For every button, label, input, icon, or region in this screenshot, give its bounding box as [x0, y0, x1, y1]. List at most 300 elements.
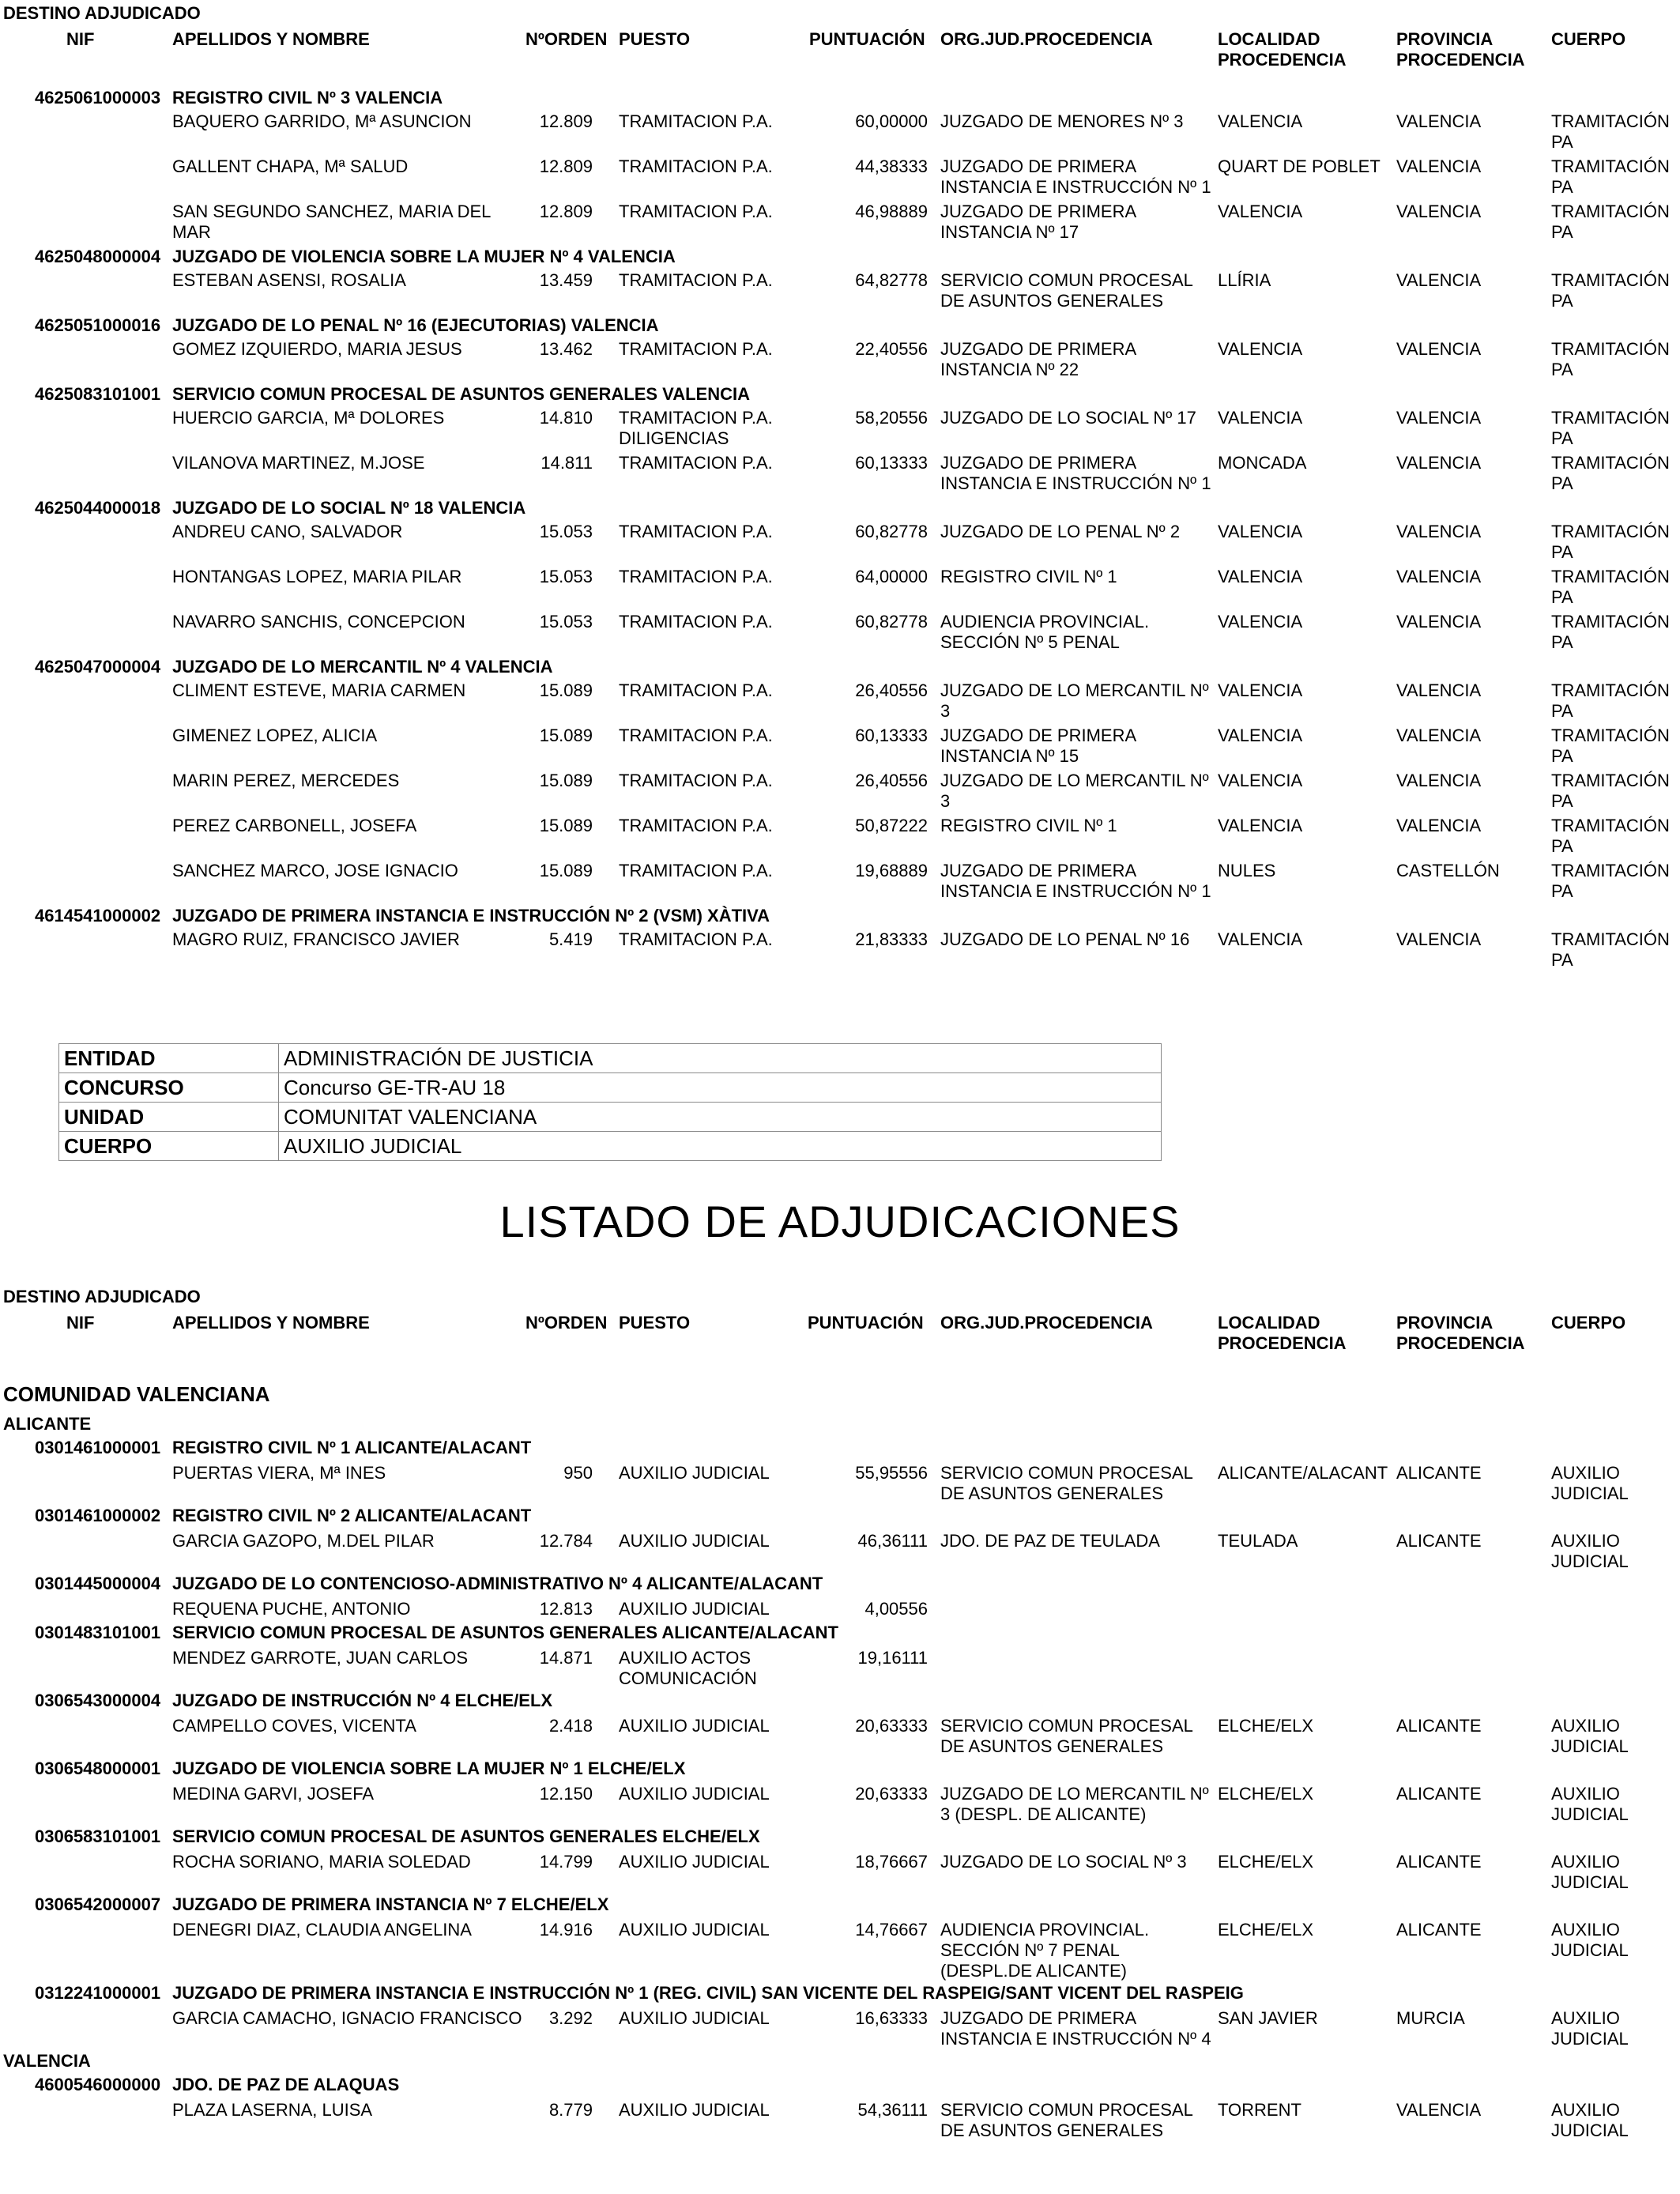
- cuerpo-cell-line: JUDICIAL: [1551, 2029, 1629, 2049]
- cuerpo-cell: [1551, 1852, 1629, 1893]
- puntuacion-cell: 21,83333: [855, 929, 928, 949]
- org-procedencia-cell-line: JUZGADO DE LO PENAL Nº 2: [940, 522, 1181, 541]
- org-procedencia-cell-line: JUZGADO DE MENORES Nº 3: [940, 111, 1184, 131]
- nombre-cell-line: MAGRO RUIZ, FRANCISCO JAVIER: [172, 929, 460, 949]
- org-procedencia-cell-line: SECCIÓN Nº 7 PENAL: [940, 1940, 1120, 1960]
- cuerpo-cell: [1551, 612, 1670, 653]
- puntuacion-cell: 55,95556: [855, 1463, 928, 1483]
- header-org-2: ORG.JUD.PROCEDENCIA: [940, 1313, 1153, 1333]
- cuerpo-cell: [1551, 771, 1670, 812]
- nombre-cell-line: VILANOVA MARTINEZ, M.JOSE: [172, 453, 425, 473]
- puesto-cell-line: DILIGENCIAS: [619, 428, 729, 448]
- cuerpo-cell: [1551, 408, 1670, 449]
- org-procedencia-cell-line: JUZGADO DE LO MERCANTIL Nº: [940, 680, 1209, 700]
- org-procedencia-cell-line: JUZGADO DE LO PENAL Nº 16: [940, 929, 1190, 949]
- provincia-cell: ALICANTE: [1396, 1852, 1482, 1872]
- puesto-cell: [619, 1531, 770, 1551]
- puesto-cell-line: TRAMITACION P.A.: [619, 156, 773, 176]
- province-label: ALICANTE: [3, 1414, 92, 1434]
- meta-value: Concurso GE-TR-AU 18: [279, 1073, 1162, 1103]
- localidad-cell: VALENCIA: [1218, 929, 1303, 949]
- cuerpo-cell-line: AUXILIO: [1551, 1531, 1620, 1551]
- provincia-cell: VALENCIA: [1396, 929, 1482, 949]
- localidad-cell: VALENCIA: [1218, 522, 1303, 541]
- cuerpo-cell-line: PA: [1551, 222, 1573, 242]
- cuerpo-cell: [1551, 2008, 1629, 2049]
- nombre-cell: [172, 1920, 472, 1940]
- puntuacion-cell: 22,40556: [855, 339, 928, 359]
- provincia-cell: VALENCIA: [1396, 567, 1482, 586]
- header-nif: NIF: [66, 29, 95, 49]
- nombre-cell-line: DENEGRI DIAZ, CLAUDIA ANGELINA: [172, 1920, 472, 1940]
- puesto-cell: [619, 612, 773, 632]
- nombre-cell-line: ANDREU CANO, SALVADOR: [172, 522, 403, 541]
- puntuacion-cell: 46,98889: [855, 202, 928, 221]
- orden-cell: 12.809: [539, 156, 593, 176]
- org-procedencia-cell-line: SERVICIO COMUN PROCESAL: [940, 1463, 1193, 1483]
- puesto-cell: [619, 726, 773, 746]
- provincia-cell: VALENCIA: [1396, 408, 1482, 428]
- puntuacion-cell: 14,76667: [855, 1920, 928, 1940]
- nombre-cell: [172, 1716, 416, 1736]
- cuerpo-cell-line: AUXILIO: [1551, 1463, 1620, 1483]
- cuerpo-cell: [1551, 726, 1670, 767]
- org-procedencia-cell-line: JUZGADO DE LO MERCANTIL Nº: [940, 771, 1209, 790]
- org-procedencia-cell-line: INSTANCIA Nº 22: [940, 360, 1079, 379]
- meta-key: CONCURSO: [59, 1073, 279, 1103]
- nombre-cell: [172, 771, 399, 791]
- orden-cell: 12.809: [539, 202, 593, 221]
- cuerpo-cell-line: JUDICIAL: [1551, 1872, 1629, 1892]
- header-puntuacion-2: PUNTUACIÓN: [808, 1313, 924, 1333]
- puesto-cell-line: TRAMITACION P.A.: [619, 861, 773, 880]
- cuerpo-cell: [1551, 111, 1670, 153]
- puesto-cell-line: TRAMITACION P.A.: [619, 111, 773, 131]
- puntuacion-cell: 58,20556: [855, 408, 928, 428]
- cuerpo-cell-line: AUXILIO: [1551, 1920, 1620, 1940]
- org-procedencia-cell: [940, 522, 1180, 542]
- puntuacion-cell: 18,76667: [855, 1852, 928, 1872]
- localidad-cell: LLÍRIA: [1218, 270, 1271, 290]
- cuerpo-cell-line: JUDICIAL: [1551, 2120, 1629, 2140]
- header-nombre-2: APELLIDOS Y NOMBRE: [172, 1313, 370, 1333]
- nombre-cell-line: CAMPELLO COVES, VICENTA: [172, 1716, 416, 1736]
- nombre-cell-line: SAN SEGUNDO SANCHEZ, MARIA DEL: [172, 202, 492, 221]
- puesto-cell: [619, 270, 773, 291]
- nombre-cell-line: PEREZ CARBONELL, JOSEFA: [172, 816, 417, 835]
- cuerpo-cell-line: TRAMITACIÓN: [1551, 522, 1670, 541]
- puesto-cell: [619, 1599, 770, 1619]
- localidad-cell: VALENCIA: [1218, 771, 1303, 790]
- org-procedencia-cell-line: INSTANCIA E INSTRUCCIÓN Nº 1: [940, 473, 1211, 493]
- nombre-cell: [172, 522, 402, 542]
- header-localidad: LOCALIDAD PROCEDENCIA: [1218, 29, 1347, 70]
- puntuacion-cell: 60,82778: [855, 522, 928, 541]
- group-nif: 4625044000018: [35, 498, 161, 518]
- orden-cell: 15.089: [539, 816, 593, 835]
- nombre-cell: [172, 339, 462, 360]
- group-nif: 4625083101001: [35, 384, 161, 404]
- nombre-cell-line: MENDEZ GARROTE, JUAN CARLOS: [172, 1648, 469, 1668]
- puesto-cell-line: AUXILIO JUDICIAL: [619, 1852, 770, 1872]
- puesto-cell-line: AUXILIO ACTOS: [619, 1648, 751, 1668]
- puesto-cell: [619, 1920, 770, 1940]
- puesto-cell-line: TRAMITACION P.A.: [619, 929, 773, 949]
- org-procedencia-cell: [940, 771, 1209, 812]
- cuerpo-cell-line: TRAMITACIÓN: [1551, 726, 1670, 745]
- orden-cell: 15.089: [539, 861, 593, 880]
- org-procedencia-cell-line: INSTANCIA E INSTRUCCIÓN Nº 4: [940, 2029, 1211, 2049]
- puesto-cell: [619, 2100, 770, 2120]
- orden-cell: 14.916: [539, 1920, 593, 1940]
- puesto-cell: [619, 816, 773, 836]
- provincia-cell: VALENCIA: [1396, 612, 1482, 631]
- provincia-cell: MURCIA: [1396, 2008, 1465, 2028]
- org-procedencia-cell: [940, 202, 1136, 243]
- org-procedencia-cell-line: DE ASUNTOS GENERALES: [940, 291, 1164, 311]
- nombre-cell-line: SANCHEZ MARCO, JOSE IGNACIO: [172, 861, 458, 880]
- org-procedencia-cell-line: JUZGADO DE PRIMERA: [940, 726, 1137, 745]
- puesto-cell-line: TRAMITACION P.A.: [619, 612, 773, 631]
- orden-cell: 12.150: [539, 1784, 593, 1804]
- org-procedencia-cell-line: AUDIENCIA PROVINCIAL.: [940, 1920, 1150, 1940]
- cuerpo-cell-line: PA: [1551, 360, 1573, 379]
- nombre-cell-line: GARCIA CAMACHO, IGNACIO FRANCISCO: [172, 2008, 522, 2028]
- cuerpo-cell-line: TRAMITACIÓN: [1551, 567, 1670, 586]
- provincia-cell: ALICANTE: [1396, 1463, 1482, 1483]
- provincia-cell: ALICANTE: [1396, 1716, 1482, 1736]
- nombre-cell: [172, 612, 465, 632]
- org-procedencia-cell: [940, 453, 1211, 494]
- orden-cell: 15.089: [539, 771, 593, 790]
- cuerpo-cell-line: PA: [1551, 632, 1573, 652]
- cuerpo-cell-line: JUDICIAL: [1551, 1483, 1629, 1503]
- puesto-cell-line: TRAMITACION P.A.: [619, 408, 773, 428]
- cuerpo-cell: [1551, 1531, 1629, 1572]
- nombre-cell: [172, 1648, 468, 1668]
- puesto-cell: [619, 156, 773, 177]
- header-nif-2: NIF: [66, 1313, 95, 1333]
- group-nif: 0306542000007: [35, 1894, 161, 1914]
- orden-cell: 14.810: [539, 408, 593, 428]
- group-nif: 4625047000004: [35, 657, 161, 677]
- nombre-cell-line: GIMENEZ LOPEZ, ALICIA: [172, 726, 378, 745]
- puesto-cell: [619, 771, 773, 791]
- org-procedencia-cell: [940, 156, 1211, 198]
- puesto-cell: [619, 929, 773, 950]
- cuerpo-cell-line: PA: [1551, 836, 1573, 856]
- nombre-cell-line: MAR: [172, 222, 211, 242]
- orden-cell: 15.089: [539, 680, 593, 700]
- group-nif: 4625051000016: [35, 315, 161, 335]
- puntuacion-cell: 20,63333: [855, 1716, 928, 1736]
- group-destination-name: JUZGADO DE LO CONTENCIOSO-ADMINISTRATIVO Nº 4 ALICANTE/ALACANT: [172, 1574, 823, 1593]
- puesto-cell: [619, 202, 773, 222]
- orden-cell: 12.813: [539, 1599, 593, 1619]
- group-destination-name: JUZGADO DE VIOLENCIA SOBRE LA MUJER Nº 4 VALENCIA: [172, 247, 676, 266]
- cuerpo-cell-line: TRAMITACIÓN: [1551, 816, 1670, 835]
- cuerpo-cell-line: PA: [1551, 791, 1573, 811]
- puntuacion-cell: 64,00000: [855, 567, 928, 586]
- localidad-cell: TORRENT: [1218, 2100, 1301, 2120]
- cuerpo-cell: [1551, 1463, 1629, 1504]
- org-procedencia-cell: [940, 929, 1189, 950]
- orden-cell: 13.462: [539, 339, 593, 359]
- nombre-cell-line: BAQUERO GARRIDO, Mª ASUNCION: [172, 111, 472, 131]
- puesto-cell-line: AUXILIO JUDICIAL: [619, 2100, 770, 2120]
- nombre-cell: [172, 1784, 374, 1804]
- nombre-cell: [172, 861, 458, 881]
- org-procedencia-cell-line: JUZGADO DE PRIMERA: [940, 2008, 1137, 2028]
- cuerpo-cell-line: TRAMITACIÓN: [1551, 202, 1670, 221]
- puesto-cell-line: AUXILIO JUDICIAL: [619, 1784, 770, 1804]
- puesto-cell-line: TRAMITACION P.A.: [619, 522, 773, 541]
- org-procedencia-cell-line: JUZGADO DE LO SOCIAL Nº 17: [940, 408, 1196, 428]
- group-nif: 0301461000001: [35, 1438, 161, 1457]
- localidad-cell: VALENCIA: [1218, 680, 1303, 700]
- nombre-cell-line: ESTEBAN ASENSI, ROSALIA: [172, 270, 406, 290]
- puesto-cell-line: AUXILIO JUDICIAL: [619, 1716, 770, 1736]
- orden-cell: 15.089: [539, 726, 593, 745]
- group-destination-name: JUZGADO DE INSTRUCCIÓN Nº 4 ELCHE/ELX: [172, 1691, 553, 1710]
- header-orden-2: NºORDEN: [525, 1313, 608, 1333]
- puesto-cell: [619, 453, 773, 473]
- nombre-cell: [172, 726, 377, 746]
- provincia-cell: VALENCIA: [1396, 453, 1482, 473]
- nombre-cell: [172, 2008, 522, 2029]
- cuerpo-cell: [1551, 1784, 1629, 1825]
- group-destination-name: REGISTRO CIVIL Nº 1 ALICANTE/ALACANT: [172, 1438, 532, 1457]
- org-procedencia-cell-line: REGISTRO CIVIL Nº 1: [940, 567, 1117, 586]
- group-destination-name: SERVICIO COMUN PROCESAL DE ASUNTOS GENERALES ELCHE/ELX: [172, 1826, 760, 1846]
- puesto-cell-line: TRAMITACION P.A.: [619, 771, 773, 790]
- puesto-cell-line: TRAMITACION P.A.: [619, 453, 773, 473]
- meta-value: COMUNITAT VALENCIANA: [279, 1103, 1162, 1132]
- puntuacion-cell: 46,36111: [857, 1531, 928, 1551]
- org-procedencia-cell-line: SERVICIO COMUN PROCESAL: [940, 270, 1193, 290]
- meta-key: ENTIDAD: [59, 1044, 279, 1073]
- org-procedencia-cell-line: JUZGADO DE PRIMERA: [940, 861, 1137, 880]
- cuerpo-cell-line: AUXILIO: [1551, 1784, 1620, 1804]
- nombre-cell-line: GOMEZ IZQUIERDO, MARIA JESUS: [172, 339, 462, 359]
- puesto-cell-line: TRAMITACION P.A.: [619, 680, 773, 700]
- nombre-cell-line: REQUENA PUCHE, ANTONIO: [172, 1599, 411, 1619]
- org-procedencia-cell-line: AUDIENCIA PROVINCIAL.: [940, 612, 1150, 631]
- provincia-cell: VALENCIA: [1396, 202, 1482, 221]
- meta-key: UNIDAD: [59, 1103, 279, 1132]
- org-procedencia-cell-line: INSTANCIA E INSTRUCCIÓN Nº 1: [940, 177, 1211, 197]
- localidad-cell: NULES: [1218, 861, 1276, 880]
- puntuacion-cell: 26,40556: [855, 680, 928, 700]
- cuerpo-cell-line: PA: [1551, 950, 1573, 970]
- org-procedencia-cell-line: 3: [940, 701, 951, 721]
- cuerpo-cell: [1551, 522, 1670, 563]
- nombre-cell: [172, 1599, 411, 1619]
- cuerpo-cell-line: JUDICIAL: [1551, 1551, 1629, 1571]
- puesto-cell: [619, 408, 773, 449]
- provincia-cell: VALENCIA: [1396, 680, 1482, 700]
- group-nif: 0306543000004: [35, 1691, 161, 1710]
- puesto-cell-line: COMUNICACIÓN: [619, 1668, 757, 1688]
- nombre-cell-line: MARIN PEREZ, MERCEDES: [172, 771, 400, 790]
- nombre-cell: [172, 567, 461, 587]
- province-label: VALENCIA: [3, 2051, 91, 2071]
- meta-value: ADMINISTRACIÓN DE JUSTICIA: [279, 1044, 1162, 1073]
- puesto-cell-line: TRAMITACION P.A.: [619, 726, 773, 745]
- org-procedencia-cell: [940, 1716, 1193, 1757]
- header-org: ORG.JUD.PROCEDENCIA: [940, 29, 1153, 49]
- header-localidad-2: LOCALIDAD PROCEDENCIA: [1218, 1313, 1347, 1353]
- group-nif: 4614541000002: [35, 906, 161, 925]
- puntuacion-cell: 20,63333: [855, 1784, 928, 1804]
- puesto-cell-line: TRAMITACION P.A.: [619, 202, 773, 221]
- cuerpo-cell: [1551, 816, 1670, 857]
- header-cuerpo: CUERPO: [1551, 29, 1626, 49]
- org-procedencia-cell: [940, 726, 1136, 767]
- org-procedencia-cell-line: REGISTRO CIVIL Nº 1: [940, 816, 1117, 835]
- puntuacion-cell: 4,00556: [864, 1599, 928, 1619]
- localidad-cell: ELCHE/ELX: [1218, 1716, 1314, 1736]
- cuerpo-cell: [1551, 567, 1670, 608]
- provincia-cell: VALENCIA: [1396, 270, 1482, 290]
- cuerpo-cell-line: PA: [1551, 291, 1573, 311]
- meta-row: [59, 1073, 1162, 1103]
- cuerpo-cell-line: JUDICIAL: [1551, 1940, 1629, 1960]
- org-procedencia-cell-line: INSTANCIA Nº 15: [940, 746, 1079, 766]
- org-procedencia-cell-line: SERVICIO COMUN PROCESAL: [940, 2100, 1193, 2120]
- nombre-cell-line: CLIMENT ESTEVE, MARIA CARMEN: [172, 680, 466, 700]
- group-nif: 4625061000003: [35, 88, 161, 107]
- org-procedencia-cell-line: DE ASUNTOS GENERALES: [940, 2120, 1164, 2140]
- org-procedencia-cell-line: DE ASUNTOS GENERALES: [940, 1483, 1164, 1503]
- localidad-cell: QUART DE POBLET: [1218, 156, 1381, 176]
- cuerpo-cell-line: TRAMITACIÓN: [1551, 929, 1670, 949]
- org-procedencia-cell: [940, 680, 1209, 722]
- localidad-cell: VALENCIA: [1218, 726, 1303, 745]
- localidad-cell: ALICANTE/ALACANT: [1218, 1463, 1388, 1483]
- org-procedencia-cell: [940, 567, 1117, 587]
- header-cuerpo-2: CUERPO: [1551, 1313, 1626, 1333]
- orden-cell: 15.053: [539, 522, 593, 541]
- localidad-cell: VALENCIA: [1218, 339, 1303, 359]
- cuerpo-cell-line: TRAMITACIÓN: [1551, 680, 1670, 700]
- provincia-cell: ALICANTE: [1396, 1784, 1482, 1804]
- org-procedencia-cell: [940, 1784, 1209, 1825]
- group-nif: 4600546000000: [35, 2075, 161, 2094]
- cuerpo-cell-line: PA: [1551, 177, 1573, 197]
- nombre-cell: [172, 816, 416, 836]
- nombre-cell-line: NAVARRO SANCHIS, CONCEPCION: [172, 612, 465, 631]
- group-nif: 0301483101001: [35, 1623, 161, 1642]
- localidad-cell: VALENCIA: [1218, 202, 1303, 221]
- cuerpo-cell-line: TRAMITACIÓN: [1551, 453, 1670, 473]
- orden-cell: 12.809: [539, 111, 593, 131]
- provincia-cell: VALENCIA: [1396, 816, 1482, 835]
- header-nombre: APELLIDOS Y NOMBRE: [172, 29, 370, 49]
- group-destination-name: JUZGADO DE PRIMERA INSTANCIA E INSTRUCCIÓN Nº 1 (REG. CIVIL) SAN VICENTE DEL RASPEIG/SANT VICENT DEL RASPEIG: [172, 1983, 1244, 2003]
- destino-adjudicado-label-2: DESTINO ADJUDICADO: [3, 1287, 201, 1306]
- group-destination-name: JUZGADO DE LO MERCANTIL Nº 4 VALENCIA: [172, 657, 553, 677]
- nombre-cell-line: GARCIA GAZOPO, M.DEL PILAR: [172, 1531, 435, 1551]
- org-procedencia-cell: [940, 1852, 1187, 1872]
- group-destination-name: SERVICIO COMUN PROCESAL DE ASUNTOS GENERALES VALENCIA: [172, 384, 750, 404]
- puesto-cell: [619, 567, 773, 587]
- cuerpo-cell: [1551, 202, 1670, 243]
- cuerpo-cell-line: TRAMITACIÓN: [1551, 339, 1670, 359]
- puntuacion-cell: 60,13333: [855, 726, 928, 745]
- cuerpo-cell: [1551, 1920, 1629, 1961]
- orden-cell: 13.459: [539, 270, 593, 290]
- org-procedencia-cell: [940, 861, 1211, 902]
- nombre-cell-line: PLAZA LASERNA, LUISA: [172, 2100, 373, 2120]
- group-destination-name: SERVICIO COMUN PROCESAL DE ASUNTOS GENERALES ALICANTE/ALACANT: [172, 1623, 838, 1642]
- org-procedencia-cell-line: JUZGADO DE PRIMERA: [940, 202, 1137, 221]
- org-procedencia-cell-line: JUZGADO DE LO MERCANTIL Nº: [940, 1784, 1209, 1804]
- puesto-cell: [619, 1648, 757, 1689]
- puesto-cell: [619, 1463, 770, 1483]
- puesto-cell-line: AUXILIO JUDICIAL: [619, 1463, 770, 1483]
- meta-key: CUERPO: [59, 1132, 279, 1161]
- localidad-cell: VALENCIA: [1218, 816, 1303, 835]
- cuerpo-cell-line: PA: [1551, 132, 1573, 152]
- orden-cell: 14.799: [539, 1852, 593, 1872]
- localidad-cell: VALENCIA: [1218, 567, 1303, 586]
- group-nif: 0312241000001: [35, 1983, 161, 2003]
- localidad-cell: ELCHE/ELX: [1218, 1920, 1314, 1940]
- header-provincia: PROVINCIA PROCEDENCIA: [1396, 29, 1525, 70]
- group-nif: 0301445000004: [35, 1574, 161, 1593]
- puntuacion-cell: 26,40556: [855, 771, 928, 790]
- group-destination-name: JUZGADO DE PRIMERA INSTANCIA E INSTRUCCIÓN Nº 2 (VSM) XÀTIVA: [172, 906, 770, 925]
- puntuacion-cell: 54,36111: [857, 2100, 928, 2120]
- orden-cell: 14.871: [539, 1648, 593, 1668]
- cuerpo-cell-line: PA: [1551, 587, 1573, 607]
- puntuacion-cell: 50,87222: [855, 816, 928, 835]
- cuerpo-cell: [1551, 680, 1670, 722]
- group-destination-name: JUZGADO DE PRIMERA INSTANCIA Nº 7 ELCHE/ELX: [172, 1894, 609, 1914]
- group-destination-name: REGISTRO CIVIL Nº 3 VALENCIA: [172, 88, 443, 107]
- provincia-cell: VALENCIA: [1396, 156, 1482, 176]
- org-procedencia-cell: [940, 2008, 1211, 2049]
- puntuacion-cell: 60,13333: [855, 453, 928, 473]
- org-procedencia-cell: [940, 816, 1117, 836]
- puesto-cell-line: AUXILIO JUDICIAL: [619, 1531, 770, 1551]
- puesto-cell: [619, 339, 773, 360]
- cuerpo-cell-line: TRAMITACIÓN: [1551, 612, 1670, 631]
- header-puesto-2: PUESTO: [619, 1313, 691, 1333]
- header-orden: NºORDEN: [525, 29, 608, 49]
- cuerpo-cell: [1551, 339, 1670, 380]
- cuerpo-cell-line: JUDICIAL: [1551, 1736, 1629, 1756]
- org-procedencia-cell: [940, 1463, 1193, 1504]
- provincia-cell: VALENCIA: [1396, 2100, 1482, 2120]
- cuerpo-cell-line: PA: [1551, 428, 1573, 448]
- cuerpo-cell-line: AUXILIO: [1551, 1852, 1620, 1872]
- group-destination-name: JUZGADO DE LO SOCIAL Nº 18 VALENCIA: [172, 498, 526, 518]
- nombre-cell-line: PUERTAS VIERA, Mª INES: [172, 1463, 386, 1483]
- orden-cell: 3.292: [548, 2008, 593, 2028]
- localidad-cell: VALENCIA: [1218, 111, 1303, 131]
- org-procedencia-cell: [940, 612, 1149, 653]
- puntuacion-cell: 60,00000: [855, 111, 928, 131]
- puesto-cell-line: TRAMITACION P.A.: [619, 567, 773, 586]
- cuerpo-cell-line: PA: [1551, 473, 1573, 493]
- nombre-cell-line: GALLENT CHAPA, Mª SALUD: [172, 156, 409, 176]
- puesto-cell: [619, 1716, 770, 1736]
- nombre-cell: [172, 453, 424, 473]
- org-procedencia-cell-line: JDO. DE PAZ DE TEULADA: [940, 1531, 1160, 1551]
- nombre-cell: [172, 156, 408, 177]
